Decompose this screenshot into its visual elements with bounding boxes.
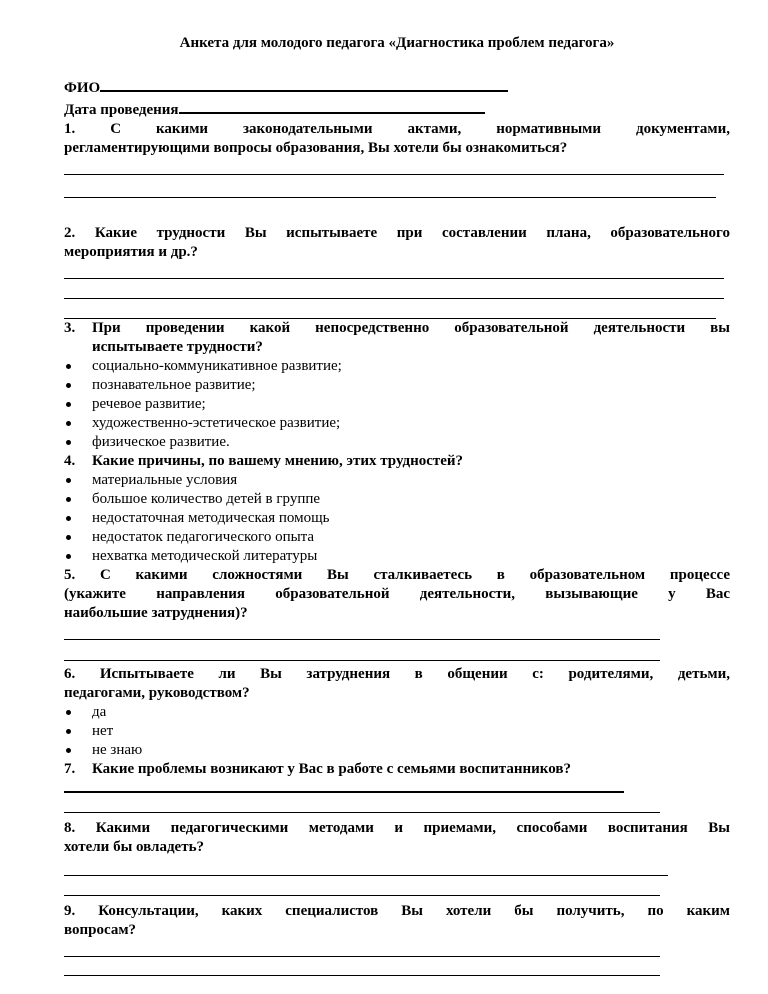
bullet-icon <box>66 421 71 426</box>
question-6-line-1: 6. Испытываете ли Вы затруднения в общении с: родителями, детьми, <box>64 666 730 682</box>
fio-label: ФИО <box>64 80 101 96</box>
question-5-line-2: (укажите направления образовательной деятельности, вызывающие у Вас <box>64 586 730 602</box>
question-3-number: 3. <box>64 320 76 336</box>
bullet-icon <box>66 729 71 734</box>
list-item[interactable]: нехватка методической литературы <box>64 547 730 566</box>
list-item[interactable]: нет <box>64 722 730 741</box>
question-3-line-1: При проведении какой непосредственно образовательной деятельности вы <box>92 320 730 336</box>
question-2 <box>64 224 730 262</box>
question-6-line-2: педагогами, руководством? <box>64 685 250 701</box>
question-3 <box>64 319 730 357</box>
list-item[interactable]: недостаточная методическая помощь <box>64 509 730 528</box>
question-3-options <box>64 357 730 452</box>
answer-line-9b[interactable] <box>64 975 660 976</box>
question-8-line-1: 8. Какими педагогическими методами и приемами, способами воспитания Вы <box>64 820 730 836</box>
bullet-icon <box>66 497 71 502</box>
question-9 <box>64 902 730 940</box>
list-item[interactable]: материальные условия <box>64 471 730 490</box>
fio-field[interactable] <box>100 76 508 92</box>
bullet-icon <box>66 710 71 715</box>
bullet-icon <box>66 554 71 559</box>
question-5-line-1: 5. С какими сложностями Вы сталкиваетесь в образовательном процессе <box>64 567 730 583</box>
bullet-icon <box>66 383 71 388</box>
list-item[interactable]: не знаю <box>64 741 730 760</box>
question-5-line-3: наибольшие затруднения)? <box>64 605 248 621</box>
question-1-line-1: 1. С какими законодательными актами, нормативными документами, <box>64 121 730 137</box>
list-item[interactable]: большое количество детей в группе <box>64 490 730 509</box>
answer-line-7b[interactable] <box>64 812 660 813</box>
date-label: Дата проведения <box>64 102 179 118</box>
question-3-line-2: испытываете трудности? <box>92 339 263 355</box>
page-title: Анкета для молодого педагога «Диагностика проблем педагога» <box>179 35 615 51</box>
bullet-icon <box>66 535 71 540</box>
bullet-icon <box>66 364 71 369</box>
question-8 <box>64 819 730 857</box>
question-9-line-1: 9. Консультации, каких специалистов Вы хотели бы получить, по каким <box>64 903 730 919</box>
date-row <box>64 98 730 120</box>
question-7 <box>64 760 730 779</box>
bullet-icon <box>66 440 71 445</box>
question-1-line-2: регламентирующими вопросы образования, Вы хотели бы ознакомиться? <box>64 140 568 156</box>
answer-line-5b[interactable] <box>64 660 660 661</box>
question-5 <box>64 566 730 623</box>
question-2-line-1: 2. Какие трудности Вы испытываете при составлении плана, образовательного <box>64 225 730 241</box>
question-6 <box>64 665 730 703</box>
question-7-number: 7. <box>64 761 76 777</box>
question-4-text: Какие причины, по вашему мнению, этих трудностей? <box>92 453 464 469</box>
list-item[interactable]: да <box>64 703 730 722</box>
fio-row <box>64 76 730 98</box>
question-1 <box>64 120 730 158</box>
bullet-icon <box>66 402 71 407</box>
answer-line-8b[interactable] <box>64 895 660 896</box>
question-4 <box>64 452 730 471</box>
list-item[interactable]: недостаток педагогического опыта <box>64 528 730 547</box>
date-field[interactable] <box>179 98 485 114</box>
list-item[interactable]: физическое развитие. <box>64 433 730 452</box>
question-2-line-2: мероприятия и др.? <box>64 244 198 260</box>
bullet-icon <box>66 516 71 521</box>
bullet-icon <box>66 478 71 483</box>
bullet-icon <box>66 748 71 753</box>
list-item[interactable]: познавательное развитие; <box>64 376 730 395</box>
list-item[interactable]: художественно-эстетическое развитие; <box>64 414 730 433</box>
question-7-text: Какие проблемы возникают у Вас в работе с семьями воспитанников? <box>92 761 571 777</box>
question-4-options <box>64 471 730 566</box>
question-8-line-2: хотели бы овладеть? <box>64 839 205 855</box>
question-9-line-2: вопросам? <box>64 922 137 938</box>
list-item[interactable]: социально-коммуникативное развитие; <box>64 357 730 376</box>
question-6-options <box>64 703 730 760</box>
list-item[interactable]: речевое развитие; <box>64 395 730 414</box>
question-4-number: 4. <box>64 453 76 469</box>
